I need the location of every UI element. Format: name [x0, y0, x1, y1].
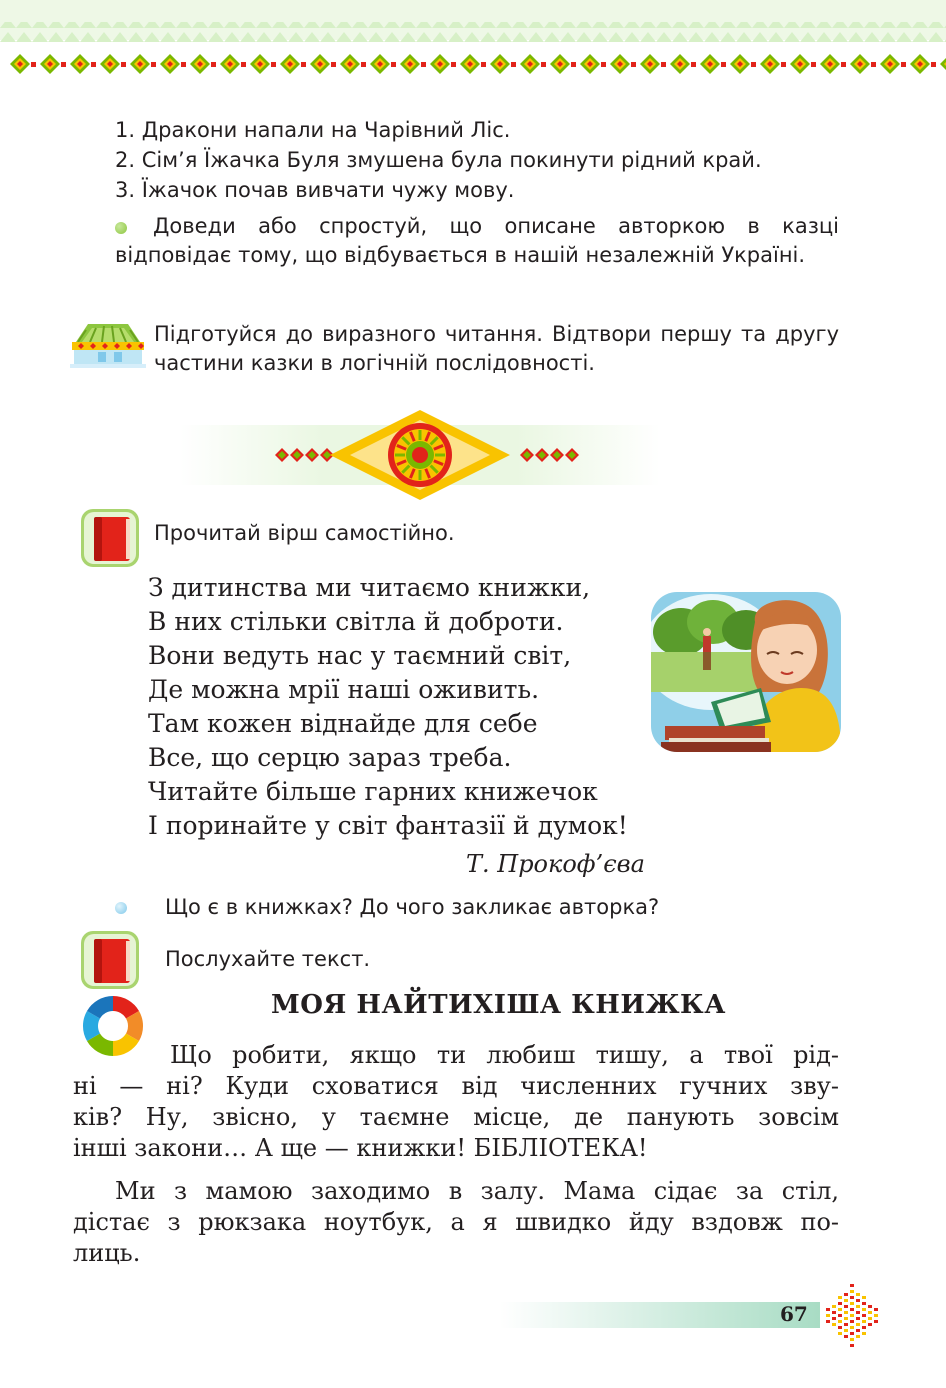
book-icon: [80, 930, 140, 990]
poem-line: Там кожен віднайде для себе: [148, 709, 538, 738]
task-prepare: Підготуйся до виразного читання. Відтвори першу та другу частини казки в логічній послідовності.: [154, 322, 839, 375]
story-title: МОЯ НАЙТИХІША КНИЖКА: [271, 990, 726, 1020]
story-line: ків? Ну, звісно, у таємне місце, де панують зовсім: [73, 1103, 839, 1131]
story-line: інші закони… А ще — книжки! БІБЛІОТЕКА!: [73, 1134, 648, 1162]
story-line: ні — ні? Куди сховатися від численних гучних зву-: [73, 1072, 839, 1100]
task-read-poem: Прочитай вірш самостійно.: [154, 521, 455, 545]
list-item-2: 2. Сім’я Їжачка Буля змушена була покинути рідний край.: [115, 148, 762, 172]
poem-line: В них стільки світла й доброти.: [148, 607, 564, 636]
house-icon: [68, 320, 148, 368]
poem-line: І поринайте у світ фантазії й думок!: [148, 811, 628, 840]
question: Що є в книжках? До чого закликає авторка?: [165, 895, 660, 919]
list-item-1: 1. Дракони напали на Чарівний Ліс.: [115, 118, 511, 142]
poem-author: Т. Прокоф’єва: [466, 850, 645, 878]
story-line: дістає з рюкзака ноутбук, а я швидко йду вздовж по-: [73, 1208, 839, 1236]
task-listen: Послухайте текст.: [165, 947, 371, 971]
poem-line: З дитинства ми читаємо книжки,: [148, 573, 591, 602]
girl-reading-illustration: [651, 592, 841, 752]
story-line: Ми з мамою заходимо в залу. Мама сідає за стіл,: [115, 1177, 839, 1205]
ornament-divider: [180, 410, 660, 500]
story-paragraph: [73, 1176, 839, 1269]
story-line: лиць.: [73, 1239, 141, 1267]
poem-line: Вони ведуть нас у таємний світ,: [148, 641, 572, 670]
book-icon: [80, 508, 140, 568]
page-number: 67: [780, 1302, 808, 1326]
poem-line: Де можна мрії наші оживить.: [148, 675, 540, 704]
task-prove: Доведи або спростуй, що описане авторкою в казці відповідає тому, що відбувається в нашій незалежній Україні.: [115, 214, 839, 267]
poem-line: Все, що серцю зараз треба.: [148, 743, 512, 772]
top-ornament-border: [0, 0, 946, 92]
story-paragraph: [73, 1040, 839, 1164]
footer-ornament: [500, 1278, 890, 1348]
list-item-3: 3. Їжачок почав вивчати чужу мову.: [115, 178, 515, 202]
blue-bullet-icon: [115, 902, 127, 914]
poem-line: Читайте більше гарних книжечок: [148, 777, 598, 806]
story-line: Що робити, якщо ти любиш тишу, а твої рід-: [170, 1041, 839, 1069]
